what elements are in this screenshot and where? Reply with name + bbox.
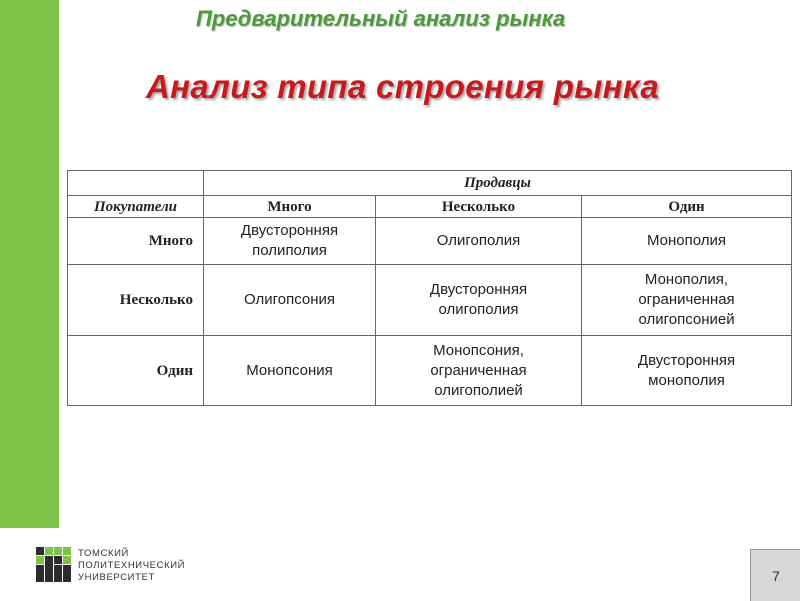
- university-name-line: ТОМСКИЙ: [78, 548, 129, 559]
- table-cell: Двусторонняя полиполия: [204, 218, 376, 265]
- table-cell: Двусторонняя олигополия: [376, 265, 582, 336]
- buyers-header: Покупатели: [68, 196, 204, 218]
- table-row: [68, 265, 792, 336]
- market-structure-table: [67, 170, 792, 406]
- table-cell: Олигополия: [376, 218, 582, 265]
- university-name-line: ПОЛИТЕХНИЧЕСКИЙ: [78, 560, 186, 571]
- slide-subtitle: Предварительный анализ рынка: [196, 6, 566, 31]
- side-accent-bar: [0, 0, 59, 528]
- table-cell: Монополия, ограниченная олигопсонией: [582, 265, 792, 336]
- row-label-several: Несколько: [68, 265, 204, 336]
- table-row: [68, 336, 792, 406]
- tpu-logo-icon: [36, 547, 72, 583]
- university-name: [78, 548, 185, 584]
- table-row: [68, 218, 792, 265]
- column-header-several: Несколько: [376, 196, 582, 218]
- table-cell: Монополия: [582, 218, 792, 265]
- table-cell: Монопсония, ограниченная олигополией: [376, 336, 582, 406]
- table-header-row-sellers: [68, 171, 792, 196]
- sellers-header: Продавцы: [204, 171, 792, 196]
- column-header-many: Много: [204, 196, 376, 218]
- table-cell: Олигопсония: [204, 265, 376, 336]
- row-label-many: Много: [68, 218, 204, 265]
- table-header-row-columns: [68, 196, 792, 218]
- table-cell: Двусторонняя монополия: [582, 336, 792, 406]
- university-name-line: УНИВЕРСИТЕТ: [78, 572, 155, 583]
- table-cell: Монопсония: [204, 336, 376, 406]
- slide-title: Анализ типа строения рынка: [146, 68, 659, 105]
- column-header-one: Один: [582, 196, 792, 218]
- empty-corner-cell: [68, 171, 204, 196]
- row-label-one: Один: [68, 336, 204, 406]
- page-number: 7: [750, 549, 800, 601]
